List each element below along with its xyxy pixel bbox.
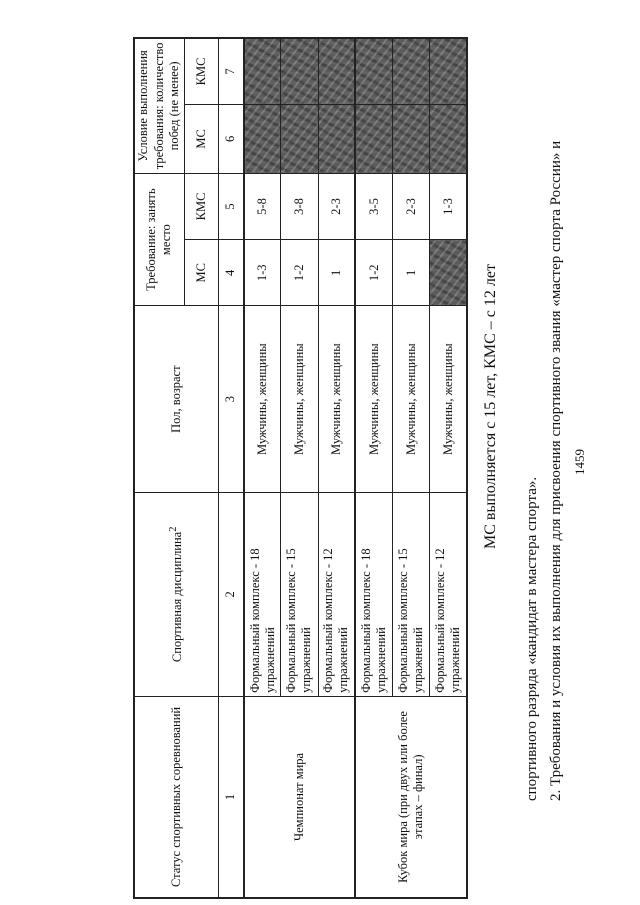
sex-age-cell: Мужчины, женщины <box>281 306 318 492</box>
sex-age-cell: Мужчины, женщины <box>393 306 430 492</box>
ms-place-cell: 1-2 <box>355 240 392 306</box>
col-number: 4 <box>219 240 244 306</box>
discipline-cell: Формальный комплекс - 18 упражнений <box>244 492 281 696</box>
header-place-requirement: Требование: занять место <box>134 173 184 306</box>
section-heading-line-1: 2. Требования и условия их выполнения для присвоения спортивного звания «мастер спорта России» и <box>548 140 564 801</box>
header-row <box>134 38 184 898</box>
ms-place-cell: 1-2 <box>281 240 318 306</box>
header-discipline <box>134 492 219 696</box>
footnote-marker: 2 <box>167 526 179 532</box>
ms-place-cell: 1 <box>318 240 355 306</box>
shaded-cell <box>393 38 430 104</box>
ms-place-cell: 1 <box>393 240 430 306</box>
kms-place-cell: 2-3 <box>318 173 355 239</box>
shaded-cell <box>355 104 392 173</box>
sex-age-cell: Мужчины, женщины <box>318 306 355 492</box>
shaded-cell <box>318 104 355 173</box>
kms-place-cell: 3-8 <box>281 173 318 239</box>
header-wins-condition: Условие выполнения требования: количество побед (не менее) <box>134 38 184 173</box>
shaded-cell <box>430 240 467 306</box>
subheader-kms-wins: КМС <box>184 38 218 104</box>
header-sex-age: Пол, возраст <box>134 306 219 492</box>
col-number: 2 <box>219 492 244 696</box>
shaded-cell <box>430 104 467 173</box>
sex-age-cell: Мужчины, женщины <box>244 306 281 492</box>
shaded-cell <box>281 38 318 104</box>
status-world-championship: Чемпионат мира <box>244 696 356 898</box>
header-discipline-text: Спортивная дисциплина <box>170 531 185 663</box>
sex-age-cell: Мужчины, женщины <box>355 306 392 492</box>
shaded-cell <box>393 104 430 173</box>
shaded-cell <box>318 38 355 104</box>
subheader-kms-place: КМС <box>184 173 218 239</box>
discipline-cell: Формальный комплекс - 12 упражнений <box>318 492 355 696</box>
status-world-cup: Кубок мира (при двух или более этапах – финал) <box>355 696 467 898</box>
sex-age-cell: Мужчины, женщины <box>430 306 467 492</box>
section-heading-line-2: спортивного разряда «кандидат в мастера спорта». <box>524 476 540 801</box>
page-number: 1459 <box>572 449 587 475</box>
subheader-ms-wins: МС <box>184 104 218 173</box>
table-row <box>355 38 392 898</box>
header-status: Статус спортивных соревнований <box>134 696 219 898</box>
discipline-cell: Формальный комплекс - 18 упражнений <box>355 492 392 696</box>
kms-place-cell: 5-8 <box>244 173 281 239</box>
age-requirement-note: МС выполняется с 15 лет, КМС – с 12 лет <box>482 264 499 549</box>
shaded-cell <box>281 104 318 173</box>
col-number: 3 <box>219 306 244 492</box>
discipline-cell: Формальный комплекс - 12 упражнений <box>430 492 467 696</box>
col-number: 1 <box>219 696 244 898</box>
kms-place-cell: 1-3 <box>430 173 467 239</box>
col-number: 6 <box>219 104 244 173</box>
table-row <box>244 38 281 898</box>
discipline-cell: Формальный комплекс - 15 упражнений <box>393 492 430 696</box>
column-number-row <box>219 38 244 898</box>
shaded-cell <box>430 38 467 104</box>
ms-place-cell: 1-3 <box>244 240 281 306</box>
col-number: 7 <box>219 38 244 104</box>
shaded-cell <box>244 38 281 104</box>
shaded-cell <box>355 38 392 104</box>
kms-place-cell: 3-5 <box>355 173 392 239</box>
subheader-ms-place: МС <box>184 240 218 306</box>
shaded-cell <box>244 104 281 173</box>
col-number: 5 <box>219 173 244 239</box>
discipline-cell: Формальный комплекс - 15 упражнений <box>281 492 318 696</box>
requirements-table <box>133 37 468 899</box>
kms-place-cell: 2-3 <box>393 173 430 239</box>
